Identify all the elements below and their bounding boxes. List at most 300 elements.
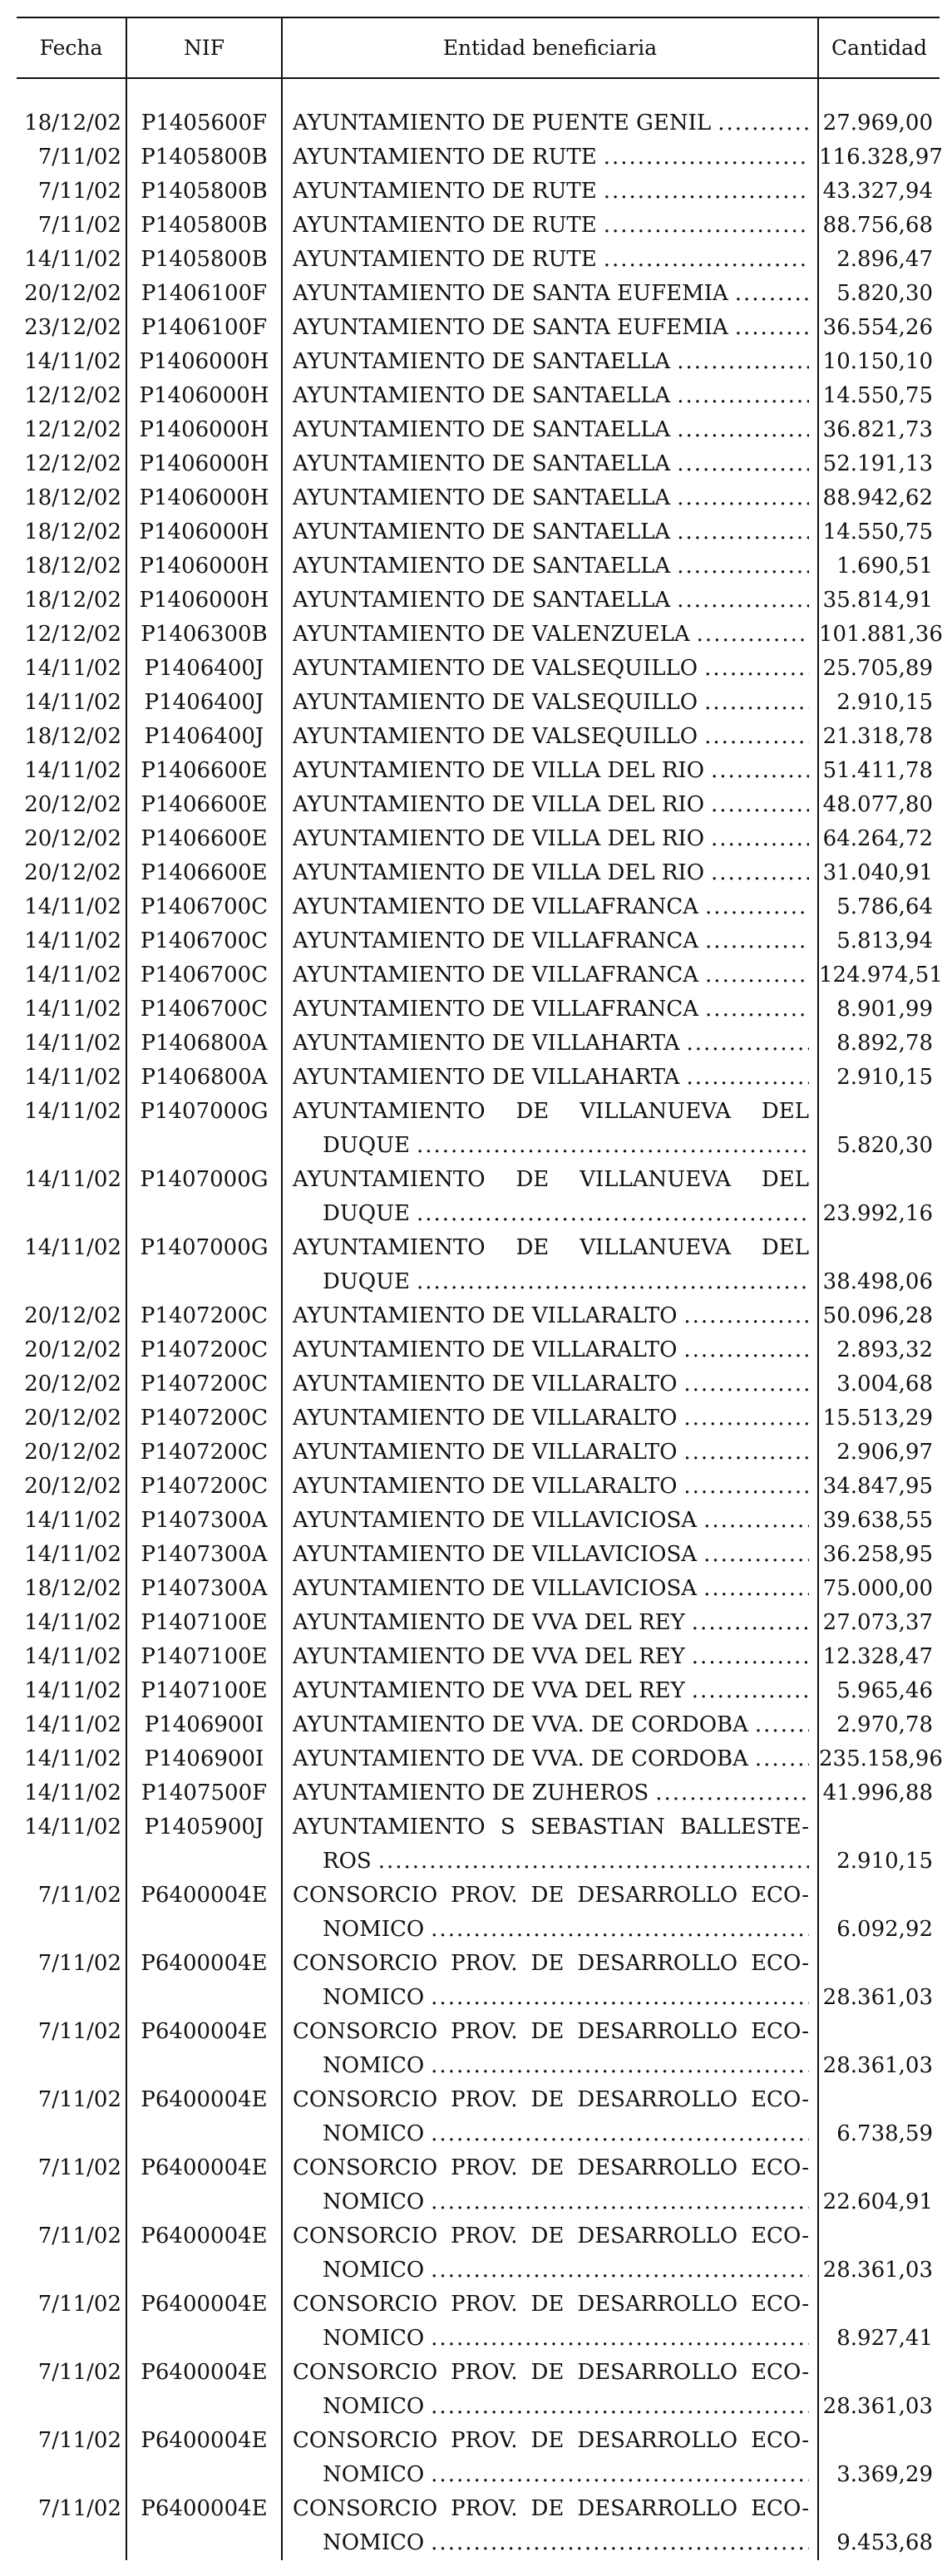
table-row — [17, 413, 940, 447]
cell-cantidad: 25.705,89 — [818, 652, 940, 686]
cell-cantidad: 1.690,51 — [818, 549, 940, 584]
entidad-line-2: NOMICO — [323, 2462, 425, 2487]
cell-nif: P1407300A — [126, 1504, 282, 1538]
cell-nif: P1406000H — [126, 584, 282, 618]
cell-cantidad: 2.910,15 — [818, 1061, 940, 1095]
cell-cantidad: 3.369,29 — [818, 2424, 940, 2492]
table-row — [17, 1231, 940, 1299]
table-row — [17, 311, 940, 345]
entidad-line-1: CONSORCIO PROV. DE DESARROLLO ECO- — [293, 2224, 809, 2248]
entidad-name: AYUNTAMIENTO DE RUTE — [293, 145, 597, 170]
cell-cantidad: 28.361,03 — [818, 2356, 940, 2424]
cell-entidad — [282, 1538, 818, 1572]
table-header-row — [17, 17, 940, 78]
cell-entidad — [282, 2015, 818, 2083]
entidad-name: AYUNTAMIENTO DE SANTAELLA — [293, 349, 671, 374]
dot-leader — [687, 1027, 810, 1061]
entidad-name: AYUNTAMIENTO DE RUTE — [293, 247, 597, 272]
cell-cantidad: 5.786,64 — [818, 890, 940, 924]
cell-cantidad: 36.258,95 — [818, 1538, 940, 1572]
cell-nif: P1406800A — [126, 1061, 282, 1095]
entidad-name: AYUNTAMIENTO DE SANTA EUFEMIA — [293, 281, 728, 306]
entidad-name: AYUNTAMIENTO DE SANTAELLA — [293, 485, 671, 510]
entidad-name: AYUNTAMIENTO DE VILLARALTO — [293, 1372, 678, 1396]
cell-nif: P1406000H — [126, 515, 282, 549]
cell-fecha: 14/11/02 — [24, 963, 121, 988]
entidad-name: AYUNTAMIENTO DE VILLAFRANCA — [293, 928, 699, 953]
cell-entidad — [282, 379, 818, 413]
cell-fecha: 20/12/02 — [24, 1440, 121, 1465]
table-row — [17, 515, 940, 549]
cell-cantidad: 21.318,78 — [818, 720, 940, 754]
cell-nif: P1406600E — [126, 788, 282, 822]
cell-cantidad: 43.327,94 — [818, 175, 940, 209]
cell-entidad — [282, 618, 818, 652]
dot-leader — [683, 1470, 809, 1504]
entidad-name: AYUNTAMIENTO DE VALSEQUILLO — [293, 724, 698, 749]
table-row — [17, 1810, 940, 1879]
entidad-name: AYUNTAMIENTO DE RUTE — [293, 179, 597, 204]
cell-entidad — [282, 2492, 818, 2560]
dot-leader — [735, 277, 809, 311]
dot-leader — [711, 822, 809, 856]
cell-fecha: 14/11/02 — [24, 1508, 121, 1533]
dot-leader — [417, 1197, 809, 1231]
table-row — [17, 1436, 940, 1470]
cell-nif: P6400004E — [126, 2288, 282, 2356]
dot-leader — [417, 1129, 809, 1163]
cell-entidad — [282, 1333, 818, 1367]
cell-nif: P1407100E — [126, 1674, 282, 1708]
cell-cantidad: 31.040,91 — [818, 856, 940, 890]
cell-nif: P1406400J — [126, 686, 282, 720]
entidad-line-2: NOMICO — [323, 2530, 425, 2555]
dot-leader — [755, 1708, 809, 1742]
cell-fecha: 14/11/02 — [24, 690, 121, 715]
cell-fecha: 7/11/02 — [37, 1951, 121, 1976]
cell-cantidad: 8.892,78 — [818, 1027, 940, 1061]
dot-leader — [604, 140, 809, 175]
cell-cantidad: 41.996,88 — [818, 1776, 940, 1810]
cell-fecha: 20/12/02 — [24, 281, 121, 306]
cell-cantidad: 36.554,26 — [818, 311, 940, 345]
cell-cantidad: 2.896,47 — [818, 243, 940, 277]
cell-entidad — [282, 924, 818, 958]
table-row — [17, 992, 940, 1027]
entidad-line-2: ROS — [323, 1849, 372, 1874]
cell-fecha: 14/11/02 — [24, 1167, 121, 1192]
table-row — [17, 2219, 940, 2288]
table-row — [17, 277, 940, 311]
dot-leader — [431, 1913, 809, 1947]
cell-entidad — [282, 1470, 818, 1504]
dot-leader — [683, 1401, 809, 1436]
entidad-name: AYUNTAMIENTO DE SANTAELLA — [293, 417, 671, 442]
entidad-line-1: AYUNTAMIENTO S SEBASTIAN BALLESTE- — [293, 1815, 809, 1840]
cell-entidad — [282, 447, 818, 481]
cell-fecha: 7/11/02 — [37, 2019, 121, 2044]
cell-cantidad: 8.927,41 — [818, 2288, 940, 2356]
cell-cantidad: 14.550,75 — [818, 515, 940, 549]
cell-entidad — [282, 2219, 818, 2288]
entidad-name: AYUNTAMIENTO DE VILLA DEL RIO — [293, 826, 705, 851]
entidad-name: AYUNTAMIENTO DE SANTA EUFEMIA — [293, 315, 728, 340]
table-row — [17, 1027, 940, 1061]
entidad-name: AYUNTAMIENTO DE VILLARALTO — [293, 1406, 678, 1431]
entidad-name: AYUNTAMIENTO DE VALSEQUILLO — [293, 690, 698, 715]
dot-leader — [604, 175, 809, 209]
table-row — [17, 584, 940, 618]
entidad-name: AYUNTAMIENTO DE VVA. DE CORDOBA — [293, 1712, 748, 1737]
dot-leader — [677, 481, 809, 515]
cell-nif: P1407300A — [126, 1572, 282, 1606]
cell-nif: P1407200C — [126, 1333, 282, 1367]
dot-leader — [755, 1742, 809, 1776]
dot-leader — [683, 1299, 809, 1333]
cell-cantidad: 28.361,03 — [818, 2015, 940, 2083]
cell-nif: P1407000G — [126, 1095, 282, 1163]
cell-cantidad: 75.000,00 — [818, 1572, 940, 1606]
cell-entidad — [282, 1947, 818, 2015]
table-row — [17, 379, 940, 413]
cell-fecha: 18/12/02 — [24, 520, 121, 544]
table-row — [17, 481, 940, 515]
cell-fecha: 20/12/02 — [24, 1303, 121, 1328]
entidad-line-1: CONSORCIO PROV. DE DESARROLLO ECO- — [293, 2496, 809, 2521]
dot-leader — [704, 652, 809, 686]
entidad-line-2: DUQUE — [323, 1201, 410, 1226]
cell-nif: P1407200C — [126, 1367, 282, 1401]
cell-nif: P1406100F — [126, 277, 282, 311]
dot-leader — [711, 754, 809, 788]
cell-nif: P1406900I — [126, 1742, 282, 1776]
cell-nif: P1407200C — [126, 1436, 282, 1470]
cell-cantidad: 2.906,97 — [818, 1436, 940, 1470]
table-row — [17, 140, 940, 175]
dot-leader — [705, 958, 809, 992]
cell-entidad — [282, 2288, 818, 2356]
table-row — [17, 1095, 940, 1163]
cell-fecha: 14/11/02 — [24, 349, 121, 374]
cell-nif: P1407200C — [126, 1299, 282, 1333]
cell-entidad — [282, 1708, 818, 1742]
dot-leader — [705, 992, 809, 1027]
cell-fecha: 18/12/02 — [24, 588, 121, 613]
entidad-name: AYUNTAMIENTO DE VILLAFRANCA — [293, 894, 699, 919]
cell-fecha: 12/12/02 — [24, 451, 121, 476]
cell-nif: P1406000H — [126, 413, 282, 447]
entidad-name: AYUNTAMIENTO DE VVA. DE CORDOBA — [293, 1746, 748, 1771]
cell-cantidad: 14.550,75 — [818, 379, 940, 413]
cell-entidad — [282, 413, 818, 447]
table-row — [17, 1947, 940, 2015]
entidad-line-1: CONSORCIO PROV. DE DESARROLLO ECO- — [293, 1951, 809, 1976]
entidad-name: AYUNTAMIENTO DE VILLARALTO — [293, 1337, 678, 1362]
cell-entidad — [282, 311, 818, 345]
cell-fecha: 7/11/02 — [37, 2496, 121, 2521]
entidad-line-2: NOMICO — [323, 1985, 425, 2010]
dot-leader — [703, 1504, 809, 1538]
dot-leader — [692, 1640, 809, 1674]
dot-leader — [431, 2253, 809, 2288]
cell-entidad — [282, 822, 818, 856]
cell-nif: P1407500F — [126, 1776, 282, 1810]
entidad-name: AYUNTAMIENTO DE VILLAHARTA — [293, 1031, 680, 1056]
cell-cantidad: 39.638,55 — [818, 1504, 940, 1538]
cell-cantidad: 23.992,16 — [818, 1163, 940, 1231]
table-row — [17, 2151, 940, 2219]
dot-leader — [683, 1367, 809, 1401]
table-row — [17, 1538, 940, 1572]
cell-nif: P1406900I — [126, 1708, 282, 1742]
cell-entidad — [282, 1299, 818, 1333]
table-spacer-row — [17, 78, 940, 106]
cell-entidad — [282, 1436, 818, 1470]
cell-cantidad: 101.881,36 — [818, 618, 940, 652]
cell-fecha: 7/11/02 — [37, 1883, 121, 1908]
entidad-name: AYUNTAMIENTO DE VILLAVICIOSA — [293, 1508, 698, 1533]
entidad-line-1: AYUNTAMIENTO DE VILLANUEVA DEL — [293, 1099, 809, 1124]
cell-nif: P1407100E — [126, 1640, 282, 1674]
cell-entidad — [282, 277, 818, 311]
cell-entidad — [282, 345, 818, 379]
table-row — [17, 1606, 940, 1640]
cell-entidad — [282, 549, 818, 584]
cell-fecha: 18/12/02 — [24, 724, 121, 749]
cell-fecha: 14/11/02 — [24, 1781, 121, 1805]
table-row — [17, 2288, 940, 2356]
cell-entidad — [282, 209, 818, 243]
cell-fecha: 14/11/02 — [24, 1031, 121, 1056]
cell-cantidad: 15.513,29 — [818, 1401, 940, 1436]
cell-nif: P1406800A — [126, 1027, 282, 1061]
dot-leader — [431, 2526, 809, 2560]
cell-entidad — [282, 1095, 818, 1163]
cell-fecha: 7/11/02 — [37, 213, 121, 238]
entidad-name: AYUNTAMIENTO DE VILLAVICIOSA — [293, 1576, 698, 1601]
entidad-name: AYUNTAMIENTO DE SANTAELLA — [293, 383, 671, 408]
table-row — [17, 1504, 940, 1538]
cell-fecha: 20/12/02 — [24, 1337, 121, 1362]
cell-nif: P1406300B — [126, 618, 282, 652]
cell-entidad — [282, 1061, 818, 1095]
cell-entidad — [282, 1640, 818, 1674]
cell-cantidad: 12.328,47 — [818, 1640, 940, 1674]
cell-cantidad: 2.910,15 — [818, 1810, 940, 1879]
table-row — [17, 2356, 940, 2424]
cell-nif: P1405900J — [126, 1810, 282, 1879]
entidad-name: AYUNTAMIENTO DE VILLA DEL RIO — [293, 792, 705, 817]
header-cantidad: Cantidad — [818, 17, 940, 78]
cell-fecha: 14/11/02 — [24, 1712, 121, 1737]
dot-leader — [692, 1674, 809, 1708]
cell-fecha: 18/12/02 — [24, 554, 121, 579]
cell-nif: P1406600E — [126, 754, 282, 788]
cell-cantidad: 27.073,37 — [818, 1606, 940, 1640]
cell-entidad — [282, 1367, 818, 1401]
cell-entidad — [282, 243, 818, 277]
cell-entidad — [282, 1606, 818, 1640]
entidad-name: AYUNTAMIENTO DE VVA DEL REY — [293, 1644, 685, 1669]
cell-fecha: 18/12/02 — [24, 485, 121, 510]
cell-nif: P1407100E — [126, 1606, 282, 1640]
cell-cantidad: 28.361,03 — [818, 2219, 940, 2288]
cell-entidad — [282, 1742, 818, 1776]
cell-nif: P6400004E — [126, 1947, 282, 2015]
cell-fecha: 7/11/02 — [37, 2360, 121, 2385]
cell-fecha: 20/12/02 — [24, 826, 121, 851]
entidad-line-2: NOMICO — [323, 1917, 425, 1942]
cell-cantidad: 38.498,06 — [818, 1231, 940, 1299]
table-row — [17, 2492, 940, 2560]
entidad-line-1: CONSORCIO PROV. DE DESARROLLO ECO- — [293, 2155, 809, 2180]
table-row — [17, 822, 940, 856]
header-fecha: Fecha — [17, 17, 126, 78]
table-row — [17, 175, 940, 209]
dot-leader — [677, 515, 809, 549]
cell-nif: P6400004E — [126, 2356, 282, 2424]
cell-fecha: 12/12/02 — [24, 417, 121, 442]
entidad-name: AYUNTAMIENTO DE VILLA DEL RIO — [293, 758, 705, 783]
dot-leader — [705, 890, 809, 924]
cell-cantidad: 2.970,78 — [818, 1708, 940, 1742]
cell-cantidad: 10.150,10 — [818, 345, 940, 379]
entidad-line-2: NOMICO — [323, 2394, 425, 2419]
dot-leader — [417, 1265, 809, 1299]
cell-fecha: 14/11/02 — [24, 997, 121, 1022]
cell-nif: P6400004E — [126, 2492, 282, 2560]
entidad-name: AYUNTAMIENTO DE SANTAELLA — [293, 554, 671, 579]
dot-leader — [431, 2458, 809, 2492]
table-row — [17, 856, 940, 890]
dot-leader — [677, 379, 809, 413]
dot-leader — [677, 584, 809, 618]
cell-cantidad: 35.814,91 — [818, 584, 940, 618]
cell-nif: P1406400J — [126, 652, 282, 686]
entidad-line-1: CONSORCIO PROV. DE DESARROLLO ECO- — [293, 2360, 809, 2385]
dot-leader — [735, 311, 809, 345]
cell-nif: P1406600E — [126, 822, 282, 856]
cell-nif: P1405800B — [126, 140, 282, 175]
dot-leader — [431, 2049, 809, 2083]
table-row — [17, 2424, 940, 2492]
cell-nif: P1406000H — [126, 549, 282, 584]
cell-entidad — [282, 856, 818, 890]
cell-nif: P1405800B — [126, 209, 282, 243]
cell-cantidad: 36.821,73 — [818, 413, 940, 447]
cell-entidad — [282, 1231, 818, 1299]
cell-fecha: 7/11/02 — [37, 2224, 121, 2248]
cell-entidad — [282, 1027, 818, 1061]
cell-cantidad: 6.738,59 — [818, 2083, 940, 2151]
cell-entidad — [282, 720, 818, 754]
entidad-name: AYUNTAMIENTO DE RUTE — [293, 213, 597, 238]
cell-fecha: 14/11/02 — [24, 1644, 121, 1669]
header-nif: NIF — [126, 17, 282, 78]
dot-leader — [711, 856, 809, 890]
dot-leader — [604, 209, 809, 243]
cell-nif: P1406600E — [126, 856, 282, 890]
dot-leader — [704, 686, 809, 720]
cell-cantidad: 27.969,00 — [818, 106, 940, 140]
cell-entidad — [282, 584, 818, 618]
cell-entidad — [282, 175, 818, 209]
entidad-line-1: CONSORCIO PROV. DE DESARROLLO ECO- — [293, 2292, 809, 2317]
entidad-name: AYUNTAMIENTO DE SANTAELLA — [293, 451, 671, 476]
cell-nif: P1406000H — [126, 345, 282, 379]
dot-leader — [655, 1776, 809, 1810]
cell-nif: P1407300A — [126, 1538, 282, 1572]
cell-nif: P1406100F — [126, 311, 282, 345]
cell-cantidad: 22.604,91 — [818, 2151, 940, 2219]
table-row — [17, 1708, 940, 1742]
cell-cantidad: 3.004,68 — [818, 1367, 940, 1401]
cell-nif: P6400004E — [126, 2219, 282, 2288]
dot-leader — [677, 345, 809, 379]
dot-leader — [711, 788, 809, 822]
cell-cantidad: 2.910,15 — [818, 686, 940, 720]
entidad-name: AYUNTAMIENTO DE SANTAELLA — [293, 588, 671, 613]
table-row — [17, 1061, 940, 1095]
dot-leader — [378, 1845, 809, 1879]
cell-entidad — [282, 652, 818, 686]
cell-entidad — [282, 1810, 818, 1879]
cell-nif: P1406000H — [126, 379, 282, 413]
cell-entidad — [282, 481, 818, 515]
dot-leader — [697, 618, 809, 652]
table-row — [17, 106, 940, 140]
entidad-name: AYUNTAMIENTO DE PUENTE GENIL — [293, 111, 712, 135]
dot-leader — [431, 2390, 809, 2424]
grants-table — [17, 17, 943, 2560]
entidad-line-1: CONSORCIO PROV. DE DESARROLLO ECO- — [293, 1883, 809, 1908]
cell-entidad — [282, 1572, 818, 1606]
dot-leader — [431, 2185, 809, 2219]
cell-cantidad: 5.813,94 — [818, 924, 940, 958]
table-row — [17, 1163, 940, 1231]
cell-entidad — [282, 686, 818, 720]
cell-entidad — [282, 1776, 818, 1810]
cell-fecha: 20/12/02 — [24, 1372, 121, 1396]
cell-nif: P1406400J — [126, 720, 282, 754]
table-row — [17, 890, 940, 924]
table-row — [17, 1640, 940, 1674]
cell-fecha: 14/11/02 — [24, 247, 121, 272]
table-row — [17, 924, 940, 958]
cell-nif: P1407200C — [126, 1401, 282, 1436]
cell-fecha: 14/11/02 — [24, 1542, 121, 1567]
cell-cantidad: 88.756,68 — [818, 209, 940, 243]
cell-fecha: 14/11/02 — [24, 656, 121, 681]
cell-cantidad: 116.328,97 — [818, 140, 940, 175]
dot-leader — [703, 1572, 809, 1606]
cell-cantidad: 5.965,46 — [818, 1674, 940, 1708]
table-row — [17, 1333, 940, 1367]
cell-fecha: 14/11/02 — [24, 1610, 121, 1635]
cell-fecha: 7/11/02 — [37, 2292, 121, 2317]
cell-entidad — [282, 106, 818, 140]
cell-entidad — [282, 1163, 818, 1231]
table-row — [17, 1572, 940, 1606]
dot-leader — [431, 2322, 809, 2356]
cell-fecha: 14/11/02 — [24, 1746, 121, 1771]
cell-fecha: 14/11/02 — [24, 928, 121, 953]
cell-fecha: 7/11/02 — [37, 2428, 121, 2453]
entidad-name: AYUNTAMIENTO DE VALSEQUILLO — [293, 656, 698, 681]
dot-leader — [677, 413, 809, 447]
cell-nif: P6400004E — [126, 2424, 282, 2492]
cell-entidad — [282, 958, 818, 992]
